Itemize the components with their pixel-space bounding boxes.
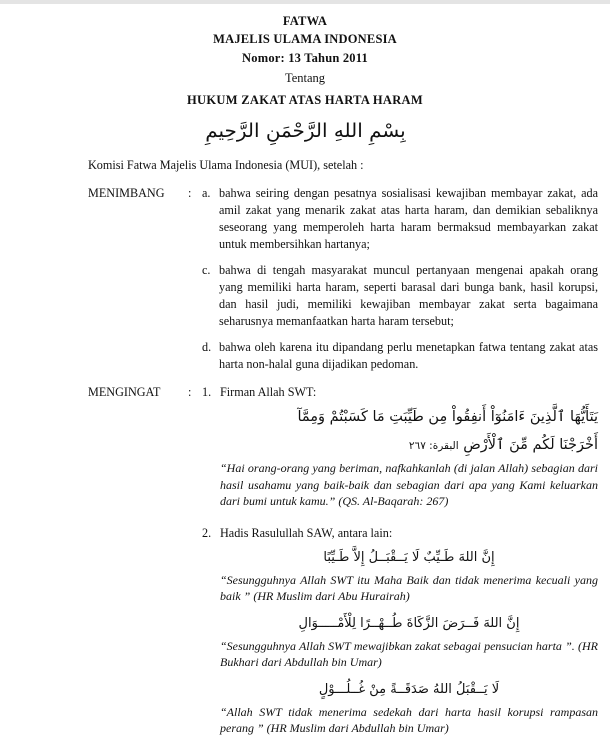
document-title-block	[0, 0, 610, 111]
hadith-translation-2: “Sesungguhnya Allah SWT mewajibkan zakat sebagai pensucian harta ”. (HR Bukhari dari Abdullah bin Umar)	[220, 638, 598, 669]
mengingat-colon: :	[188, 385, 192, 399]
hadith-translation-1: “Sesungguhnya Allah SWT itu Maha Baik dan tidak menerima kecuali yang baik ” (HR Muslim dari Abu Hurairah)	[220, 572, 598, 603]
quran-arabic-line-1: يَتَأَيُّهَا ٱلَّذِينَ ءَامَنُوٓاْ أَنفِقُواْ مِن طَيِّبَتِ مَا كَسَبْتُمْ وَمِمَّآ	[297, 409, 598, 425]
quran-translation: “Hai orang-orang yang beriman, nafkahkanlah (di jalan Allah) sebagian dari hasil usahamu yang baik-baik dan sebagian dari apa yang Kami keluarkan dari bumi untuk kamu.” (QS. Al-Baqarah: 267)	[220, 461, 598, 508]
item-marker: d.	[202, 340, 212, 354]
bismillah-calligraphy: بِسْمِ اللهِ الرَّحْمَنِ الرَّحِيمِ	[204, 120, 406, 142]
hadith-heading: Hadis Rasulullah SAW, antara lain:	[220, 525, 393, 540]
item-body	[219, 185, 598, 253]
section-menimbang	[88, 185, 598, 382]
list-item	[202, 525, 598, 745]
quran-reference: البقرة: ٢٦٧	[408, 440, 459, 452]
menimbang-items	[202, 185, 598, 382]
quran-heading: Firman Allah SWT:	[220, 385, 317, 399]
bismillah-block	[0, 118, 610, 148]
item-marker: 2.	[202, 525, 212, 540]
list-item	[202, 384, 598, 518]
item-text: bahwa seiring dengan pesatnya sosialisasi kewajiban membayar zakat, ada amil zakat yang menarik zakat atas harta haram, dan demikian sebaliknya seseorang yang memperoleh harta haram bermaksud membayarkan zakat untuk membersihkan hartanya;	[219, 186, 598, 251]
mengingat-items	[202, 384, 598, 745]
item-body	[219, 339, 598, 373]
document-subject: HUKUM ZAKAT ATAS HARTA HARAM	[187, 93, 423, 107]
item-marker: c.	[202, 263, 211, 277]
item-marker: a.	[202, 186, 211, 200]
item-body	[220, 384, 598, 518]
list-item	[202, 262, 598, 330]
menimbang-colon: :	[188, 186, 192, 200]
hadith-arabic-2: إِنَّ اللهَ فَــرَضَ الزَّكَاةَ طُــهْــرًا لِلْأَمْـــــوَالِ	[298, 615, 520, 631]
quran-arabic-text: أَخْرَجْنَا لَكُم مِّنَ ٱلْأَرْضِ	[463, 437, 598, 453]
list-item	[202, 339, 598, 373]
menimbang-label: MENIMBANG	[88, 186, 165, 200]
mengingat-label: MENGINGAT	[88, 385, 161, 399]
hadith-arabic-1: إِنَّ اللهَ طَـيِّبٌ لَا يَــقْبَــلُ إِلاَّ طَـيِّبًا	[323, 549, 495, 565]
item-text: bahwa di tengah masyarakat muncul pertanyaan mengenai apakah orang yang memiliki harta haram, seperti barasal dari bunga bank, hasil korupsi, dan hasil judi, memiliki kewajiban membayar zakat serta bagaimana seharusnya memanfaatkan harta haram tersebut;	[219, 263, 598, 328]
item-text: bahwa oleh karena itu dipandang perlu menetapkan fatwa tentang zakat atas harta non-halal guna dijadikan pedoman.	[219, 340, 598, 371]
tentang-label: Tentang	[284, 71, 326, 85]
item-marker: 1.	[202, 385, 212, 399]
title-line-organization: MAJELIS ULAMA INDONESIA	[213, 32, 397, 46]
document-number: Nomor: 13 Tahun 2011	[242, 51, 368, 65]
item-body	[219, 262, 598, 330]
hadith-translation-3: “Allah SWT tidak menerima sedekah dari harta hasil korupsi rampasan perang ” (HR Muslim dari Abdullah bin Umar)	[220, 704, 598, 735]
item-body	[220, 525, 598, 745]
quran-arabic-line-2	[220, 433, 598, 458]
list-item	[202, 185, 598, 253]
hadith-arabic-3: لَا يَــقْبَلُ اللهُ صَدَقَــةً مِنْ غُــلُـــوْلٍ	[318, 681, 500, 697]
section-mengingat	[88, 384, 598, 745]
intro-paragraph: Komisi Fatwa Majelis Ulama Indonesia (MUI), setelah :	[88, 158, 364, 172]
document-body	[0, 157, 610, 745]
title-line-fatwa: FATWA	[282, 14, 328, 28]
